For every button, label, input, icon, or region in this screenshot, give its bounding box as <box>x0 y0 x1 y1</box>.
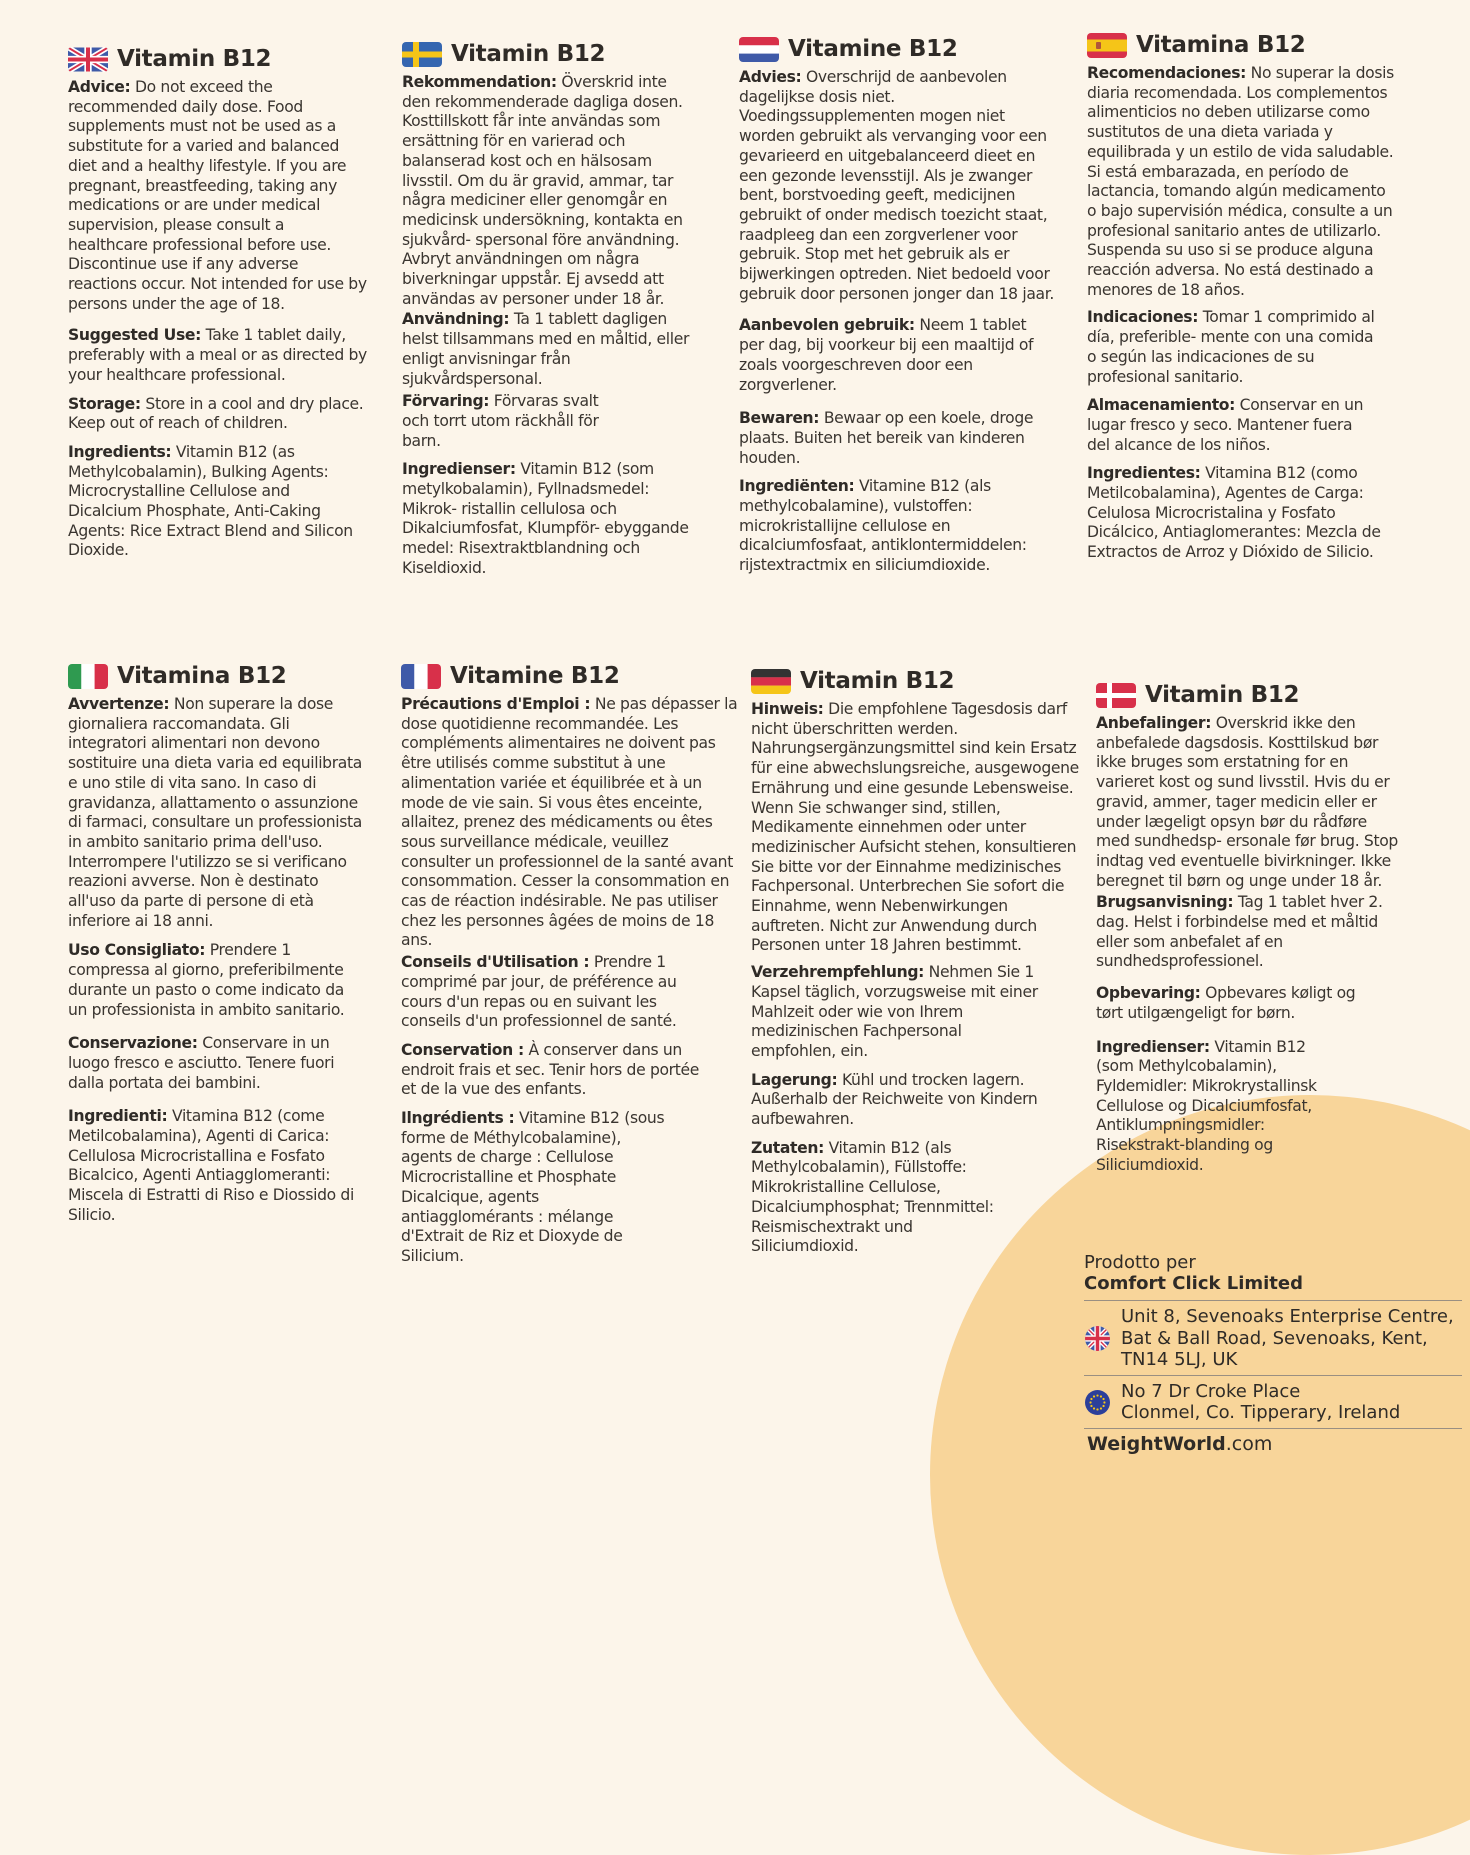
company-name: Comfort Click Limited <box>1084 1273 1303 1294</box>
section-header <box>401 663 741 689</box>
advice-text: Advies: Overschrijd de aanbevolen dagelijkse dosis niet. Voedingssupplementen mogen niet worden gebruikt als vervanging voor een gevarieerd en uitgebalanceerd dieet en een gezonde levensstijl. Als je zwanger bent, borstvoeding geeft, medicijnen gebruikt of onder medisch toezicht staat, raadpleeg dan een zorgverlener voor gebruik. Stop met het gebruik als er bijwerkingen optreden. Niet bedoeld voor gebruik door personen jonger dan 18 jaar. <box>739 68 1054 303</box>
usage-text: Suggested Use: Take 1 tablet daily, preferably with a meal or as directed by your healthcare professional. <box>68 326 367 384</box>
storage-label: Conservazione: <box>68 1034 198 1053</box>
section-title: Vitamin B12 <box>800 668 955 694</box>
ingredients-text: Ingredients: Vitamin B12 (as Methylcobalamin), Bulking Agents: Microcrystalline Cellulose and Dicalcium Phosphate, Anti-Caking Agents: Rice Extract Blend and Silicon Dioxide. <box>68 442 353 560</box>
storage-text: Lagerung: Kühl und trocken lagern. Außerhalb der Reichweite von Kindern aufbewahren. <box>751 1070 1038 1129</box>
usage-label: Användning: <box>402 310 510 329</box>
advice-label: Hinweis: <box>751 700 824 718</box>
storage-text: Bewaren: Bewaar op een koele, droge plaats. Buiten het bereik van kinderen houden. <box>739 409 1034 467</box>
usage-label: Indicaciones: <box>1087 308 1199 327</box>
ingredients-label: Ingredientes: <box>1087 464 1201 483</box>
ie-address: No 7 Dr Croke Place Clonmel, Co. Tipperary, Ireland <box>1121 1380 1401 1423</box>
sweden-flag-icon <box>402 42 442 67</box>
section-german <box>751 668 1081 1266</box>
advice-text: Advice: Do not exceed the recommended daily dose. Food supplements must not be used as a substitute for a varied and balanced diet and a healthy lifestyle. If you are pregnant, breastfeeding, taking any medications or are under medical supervision, please consult a healthcare professional before use. Discontinue use if any adverse reactions occur. Not intended for use by persons under the age of 18. <box>68 78 367 313</box>
usage-text: Indicaciones: Tomar 1 comprimido al día, preferible- mente con una comida o según las indicaciones de su profesional sanitario. <box>1087 308 1375 386</box>
ingredients-label: Ingrediënten: <box>739 477 855 496</box>
section-danish <box>1096 682 1401 1184</box>
usage-text: Brugsanvisning: Tag 1 tablet hver 2. dag. Helst i forbindelse med et måltid eller som anbefalet af en sundhedsprofessionel. <box>1096 893 1383 971</box>
usage-label: Brugsanvisning: <box>1096 893 1234 912</box>
manufacturer-info <box>1084 1252 1462 1455</box>
brand-name: WeightWorld <box>1087 1432 1226 1455</box>
section-header <box>739 36 1059 62</box>
section-english <box>68 46 368 570</box>
advice-text: Recomendaciones: No superar la dosis diaria recomendada. Los complementos alimenticios no deben utilizarse como sustitutos de una dieta variada y equilibrada y un estilo de vida saludable. Si está embarazada, en período de lactancia, tomando algún medicamento o bajo supervisión médica, consulte a un profesional sanitario antes de utilizarlo. Suspenda su uso si se produce alguna reacción adversa. No está destinado a menores de 18 años. <box>1087 64 1394 299</box>
germany-flag-icon <box>751 669 791 694</box>
usage-text: Verzehrempfehlung: Nehmen Sie 1 Kapsel täglich, vorzugsweise mit einer Mahlzeit oder wie von Ihrem medizinischen Fachpersonal empfohlen, ein. <box>751 963 1038 1060</box>
advice-text: Avvertenze: Non superare la dose giornaliera raccomandata. Gli integratori alimentari non devono sostituire una dieta varia ed equilibrata e uno stile di vita sano. In caso di gravidanza, allattamento o assunzione di farmaci, consultare un professionista in ambito sanitario prima dell'uso. Interrompere l'utilizzo se si verificano reazioni avverse. Non è destinato all'uso da parte di persone di età inferiore ai 18 anni. <box>68 695 363 930</box>
netherlands-flag-icon <box>739 37 779 62</box>
section-title: Vitamina B12 <box>1136 32 1306 58</box>
advice-text: Rekommendation: Överskrid inte den rekommenderade dagliga dosen. Kosttillskott får inte användas som ersättning för en varierad och balanserad kost och en hälsosam livsstil. Om du är gravid, ammar, tar några mediciner eller genomgår en medicinsk undersökning, kontakta en sjukvård- spersonal före användning. Avbryt användningen om några biverkningar uppstår. Ej avsedd att användas av personer under 18 år. <box>402 73 683 308</box>
ingredients-text: Ingredienti: Vitamina B12 (come Metilcobalamina), Agenti di Carica: Cellulosa Microcristallina e Fosfato Bicalcico, Agenti Antiagglomeranti: Miscela di Estratti di Riso e Diossido di Silicio. <box>68 1107 354 1224</box>
storage-label: Storage: <box>68 394 141 413</box>
storage-label: Bewaren: <box>739 409 820 428</box>
section-header <box>68 663 363 689</box>
advice-text: Hinweis: Die empfohlene Tagesdosis darf nicht überschritten werden. Nahrungsergänzungsmittel sind kein Ersatz für eine abwechslungsreiche, ausgewogene Ernährung und eine gesunde Lebensweise. Wenn Sie schwanger sind, stillen, Medikamente einnehmen oder unter medizinischer Aufsicht stehen, konsultieren Sie bitte vor der Einnahme medizinisches Fachpersonal. Unterbrechen Sie sofort die Einnahme, wenn Nebenwirkungen auftreten. Nicht zur Anwendung durch Personen unter 18 Jahren bestimmt. <box>751 700 1079 955</box>
storage-label: Conservation : <box>401 1040 524 1059</box>
advice-label: Anbefalinger: <box>1096 714 1212 732</box>
section-dutch <box>739 36 1059 585</box>
ingredients-text: Ingredienser: Vitamin B12 (som metylkobalamin), Fyllnadsmedel: Mikrok- ristallin cellulosa och Dikalciumfosfat, Klumpför- ebyggande medel: Risextraktblandning och Kiseldioxid. <box>402 460 689 577</box>
france-flag-icon <box>401 664 441 689</box>
section-title: Vitamina B12 <box>117 663 287 689</box>
section-header <box>1096 682 1401 708</box>
usage-label: Suggested Use: <box>68 326 201 345</box>
storage-text: Conservazione: Conservare in un luogo fresco e asciutto. Tenere fuori dalla portata dei bambini. <box>68 1034 335 1092</box>
ingredients-text: Ingrediënten: Vitamine B12 (als methylcobalamine), vulstoffen: microkristallijne cellulose en dicalciumfosfaat, antiklontermiddelen: rijstextractmix en siliciumdioxide. <box>739 477 1027 575</box>
section-header <box>68 46 368 72</box>
usage-label: Conseils d'Utilisation : <box>401 953 590 972</box>
eu-flag-icon <box>1085 1390 1110 1415</box>
uk-address: Unit 8, Sevenoaks Enterprise Centre, Bat & Ball Road, Sevenoaks, Kent, TN14 5LJ, UK <box>1121 1306 1454 1370</box>
storage-label: Lagerung: <box>751 1070 838 1089</box>
brand-domain: .com <box>1225 1432 1273 1455</box>
advice-label: Avvertenze: <box>68 695 170 713</box>
advice-text: Anbefalinger: Overskrid ikke den anbefalede dagsdosis. Kosttilskud bør ikke bruges som erstatning for en varieret kost og sund livsstil. Hvis du er gravid, ammer, tager medicin eller er under lægeligt opsyn bør du rådføre med sundhedsp- ersonale før brug. Stop indtag ved eventuelle bivirkninger. Ikke beregnet til børn og unge under 18 år. <box>1096 714 1398 890</box>
usage-text: Uso Consigliato: Prendere 1 compressa al giorno, preferibilmente durante un pasto o come indicato da un professionista in ambito sanitario. <box>68 941 345 1019</box>
uk-flag-icon <box>68 47 108 72</box>
storage-text: Förvaring: Förvaras svalt och torrt utom räckhåll för barn. <box>402 392 599 450</box>
section-swedish <box>402 41 694 588</box>
section-title: Vitamin B12 <box>451 41 606 67</box>
ingredients-text: Ilngrédients : Vitamine B12 (sous forme de Méthylcobalamine), agents de charge : Cellulose Microcristalline et Phosphate Dicalcique, agents antiagglomérants : mélange d'Extrait de Riz et Dioxyde de Silicium. <box>401 1109 665 1265</box>
ingredients-label: Ingredienti: <box>68 1107 168 1126</box>
section-title: Vitamine B12 <box>788 36 958 62</box>
usage-text: Användning: Ta 1 tablett dagligen helst tillsammans med en måltid, eller enligt anvisningar från sjukvårdspersonal. <box>402 310 690 388</box>
ie-address-row <box>1084 1375 1462 1428</box>
section-header <box>402 41 694 67</box>
ingredients-label: Ingredients: <box>68 442 172 461</box>
spain-flag-icon <box>1087 33 1127 58</box>
section-french <box>401 663 741 1276</box>
usage-text: Conseils d'Utilisation : Prendre 1 comprimé par jour, de préférence au cours d'un repas ou en suivant les conseils d'un professionnel de santé. <box>401 953 677 1031</box>
section-header <box>1087 32 1399 58</box>
storage-label: Opbevaring: <box>1096 984 1201 1003</box>
ingredients-label: Ingredienser: <box>402 460 516 479</box>
advice-label: Précautions d'Emploi : <box>401 695 591 713</box>
usage-label: Verzehrempfehlung: <box>751 963 925 982</box>
ingredients-text: Zutaten: Vitamin B12 (als Methylcobalamin), Füllstoffe: Mikrokristalline Cellulose, Dicalciumphosphat; Trennmittel: Reismischextrakt und Siliciumdioxid. <box>751 1138 994 1256</box>
italy-flag-icon <box>68 664 108 689</box>
usage-text: Aanbevolen gebruik: Neem 1 tablet per dag, bij voorkeur bij een maaltijd of zoals voorgeschreven door een zorgverlener. <box>739 316 1034 394</box>
advice-label: Recomendaciones: <box>1087 64 1247 82</box>
storage-text: Storage: Store in a cool and dry place. Keep out of reach of children. <box>68 394 364 433</box>
ingredients-label: Zutaten: <box>751 1138 824 1157</box>
advice-label: Advies: <box>739 68 802 86</box>
section-title: Vitamine B12 <box>450 663 620 689</box>
storage-text: Conservation : À conserver dans un endroit frais et sec. Tenir hors de portée et de la vue des enfants. <box>401 1040 699 1099</box>
ingredients-text: Ingredienser: Vitamin B12 (som Methylcobalamin), Fyldemidler: Mikrokrystallinsk Cellulose og Dicalciumfosfat, Antiklumpningsmidler: Risekstrakt-blanding og Siliciumdioxid. <box>1096 1037 1317 1174</box>
uk-flag-icon <box>1085 1326 1110 1351</box>
brand-website <box>1084 1428 1462 1455</box>
advice-label: Advice: <box>68 78 131 96</box>
denmark-flag-icon <box>1096 683 1136 708</box>
storage-label: Almacenamiento: <box>1087 396 1236 415</box>
usage-label: Uso Consigliato: <box>68 941 206 960</box>
ingredients-label: Ilngrédients : <box>401 1109 515 1128</box>
uk-address-row <box>1084 1300 1462 1375</box>
storage-text: Almacenamiento: Conservar en un lugar fresco y seco. Mantener fuera del alcance de los niños. <box>1087 396 1364 454</box>
advice-text: Précautions d'Emploi : Ne pas dépasser la dose quotidienne recommandée. Les compléments alimentaires ne doivent pas être utilisés comme substitut à une alimentation variée et équilibrée et à un mode de vie sain. Si vous êtes enceinte, allaitez, prenez des médicaments ou êtes sous surveillance médicale, veuillez consulter un professionnel de la santé avant consommation. Cesser la consommation en cas de réaction indésirable. Ne pas utiliser chez les personnes âgées de moins de 18 ans. <box>401 695 738 950</box>
ingredients-text: Ingredientes: Vitamina B12 (como Metilcobalamina), Agentes de Carga: Celulosa Microcristalina y Fosfato Dicálcico, Antiaglomerantes: Mezcla de Extractos de Arroz y Dióxido de Silicio. <box>1087 464 1381 562</box>
section-title: Vitamin B12 <box>1145 682 1300 708</box>
section-header <box>751 668 1081 694</box>
advice-label: Rekommendation: <box>402 73 557 91</box>
storage-text: Opbevaring: Opbevares køligt og tørt utilgængeligt for børn. <box>1096 984 1356 1022</box>
usage-label: Aanbevolen gebruik: <box>739 316 915 335</box>
section-italian <box>68 663 363 1235</box>
ingredients-label: Ingredienser: <box>1096 1037 1210 1056</box>
section-spanish <box>1087 32 1399 572</box>
storage-label: Förvaring: <box>402 392 490 411</box>
section-title: Vitamin B12 <box>117 46 272 72</box>
made-for-label: Prodotto per <box>1084 1252 1196 1273</box>
